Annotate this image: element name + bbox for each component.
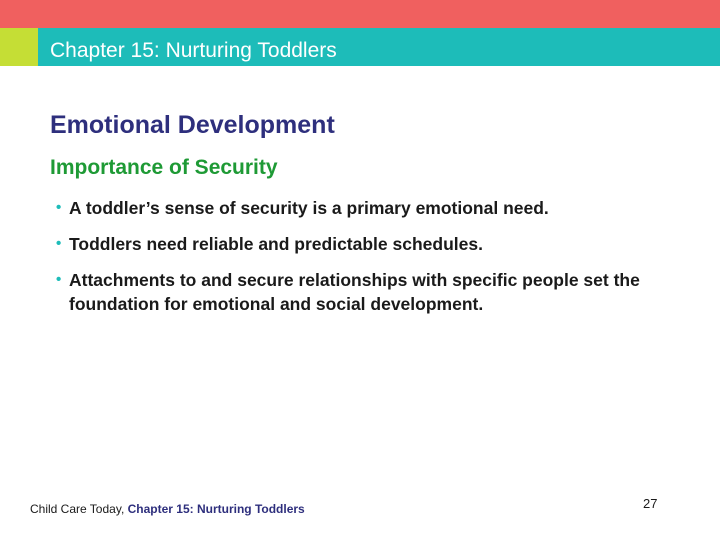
bullet-text: Attachments to and secure relationships with specific people set the foundation for emotional and social development. (69, 270, 640, 314)
bullet-text: Toddlers need reliable and predictable schedules. (69, 234, 483, 254)
bullet-text: A toddler’s sense of security is a primary emotional need. (69, 198, 549, 218)
top-accent-band (0, 0, 720, 28)
bullet-item (56, 232, 656, 256)
footer-book: Child Care Today, (30, 502, 128, 516)
bullet-dot-icon: • (56, 271, 62, 288)
bullet-dot-icon: • (56, 235, 62, 252)
page-number: 27 (643, 496, 658, 511)
green-accent-block (0, 28, 38, 66)
bullet-list (56, 196, 656, 328)
bullet-item (56, 268, 656, 316)
slide-subtitle: Importance of Security (50, 156, 278, 179)
chapter-title: Chapter 15: Nurturing Toddlers (50, 39, 337, 62)
bullet-dot-icon: • (56, 199, 62, 216)
footer-citation (30, 502, 305, 516)
bullet-item (56, 196, 656, 220)
footer-chapter: Chapter 15: Nurturing Toddlers (127, 502, 305, 516)
slide-title: Emotional Development (50, 111, 335, 139)
